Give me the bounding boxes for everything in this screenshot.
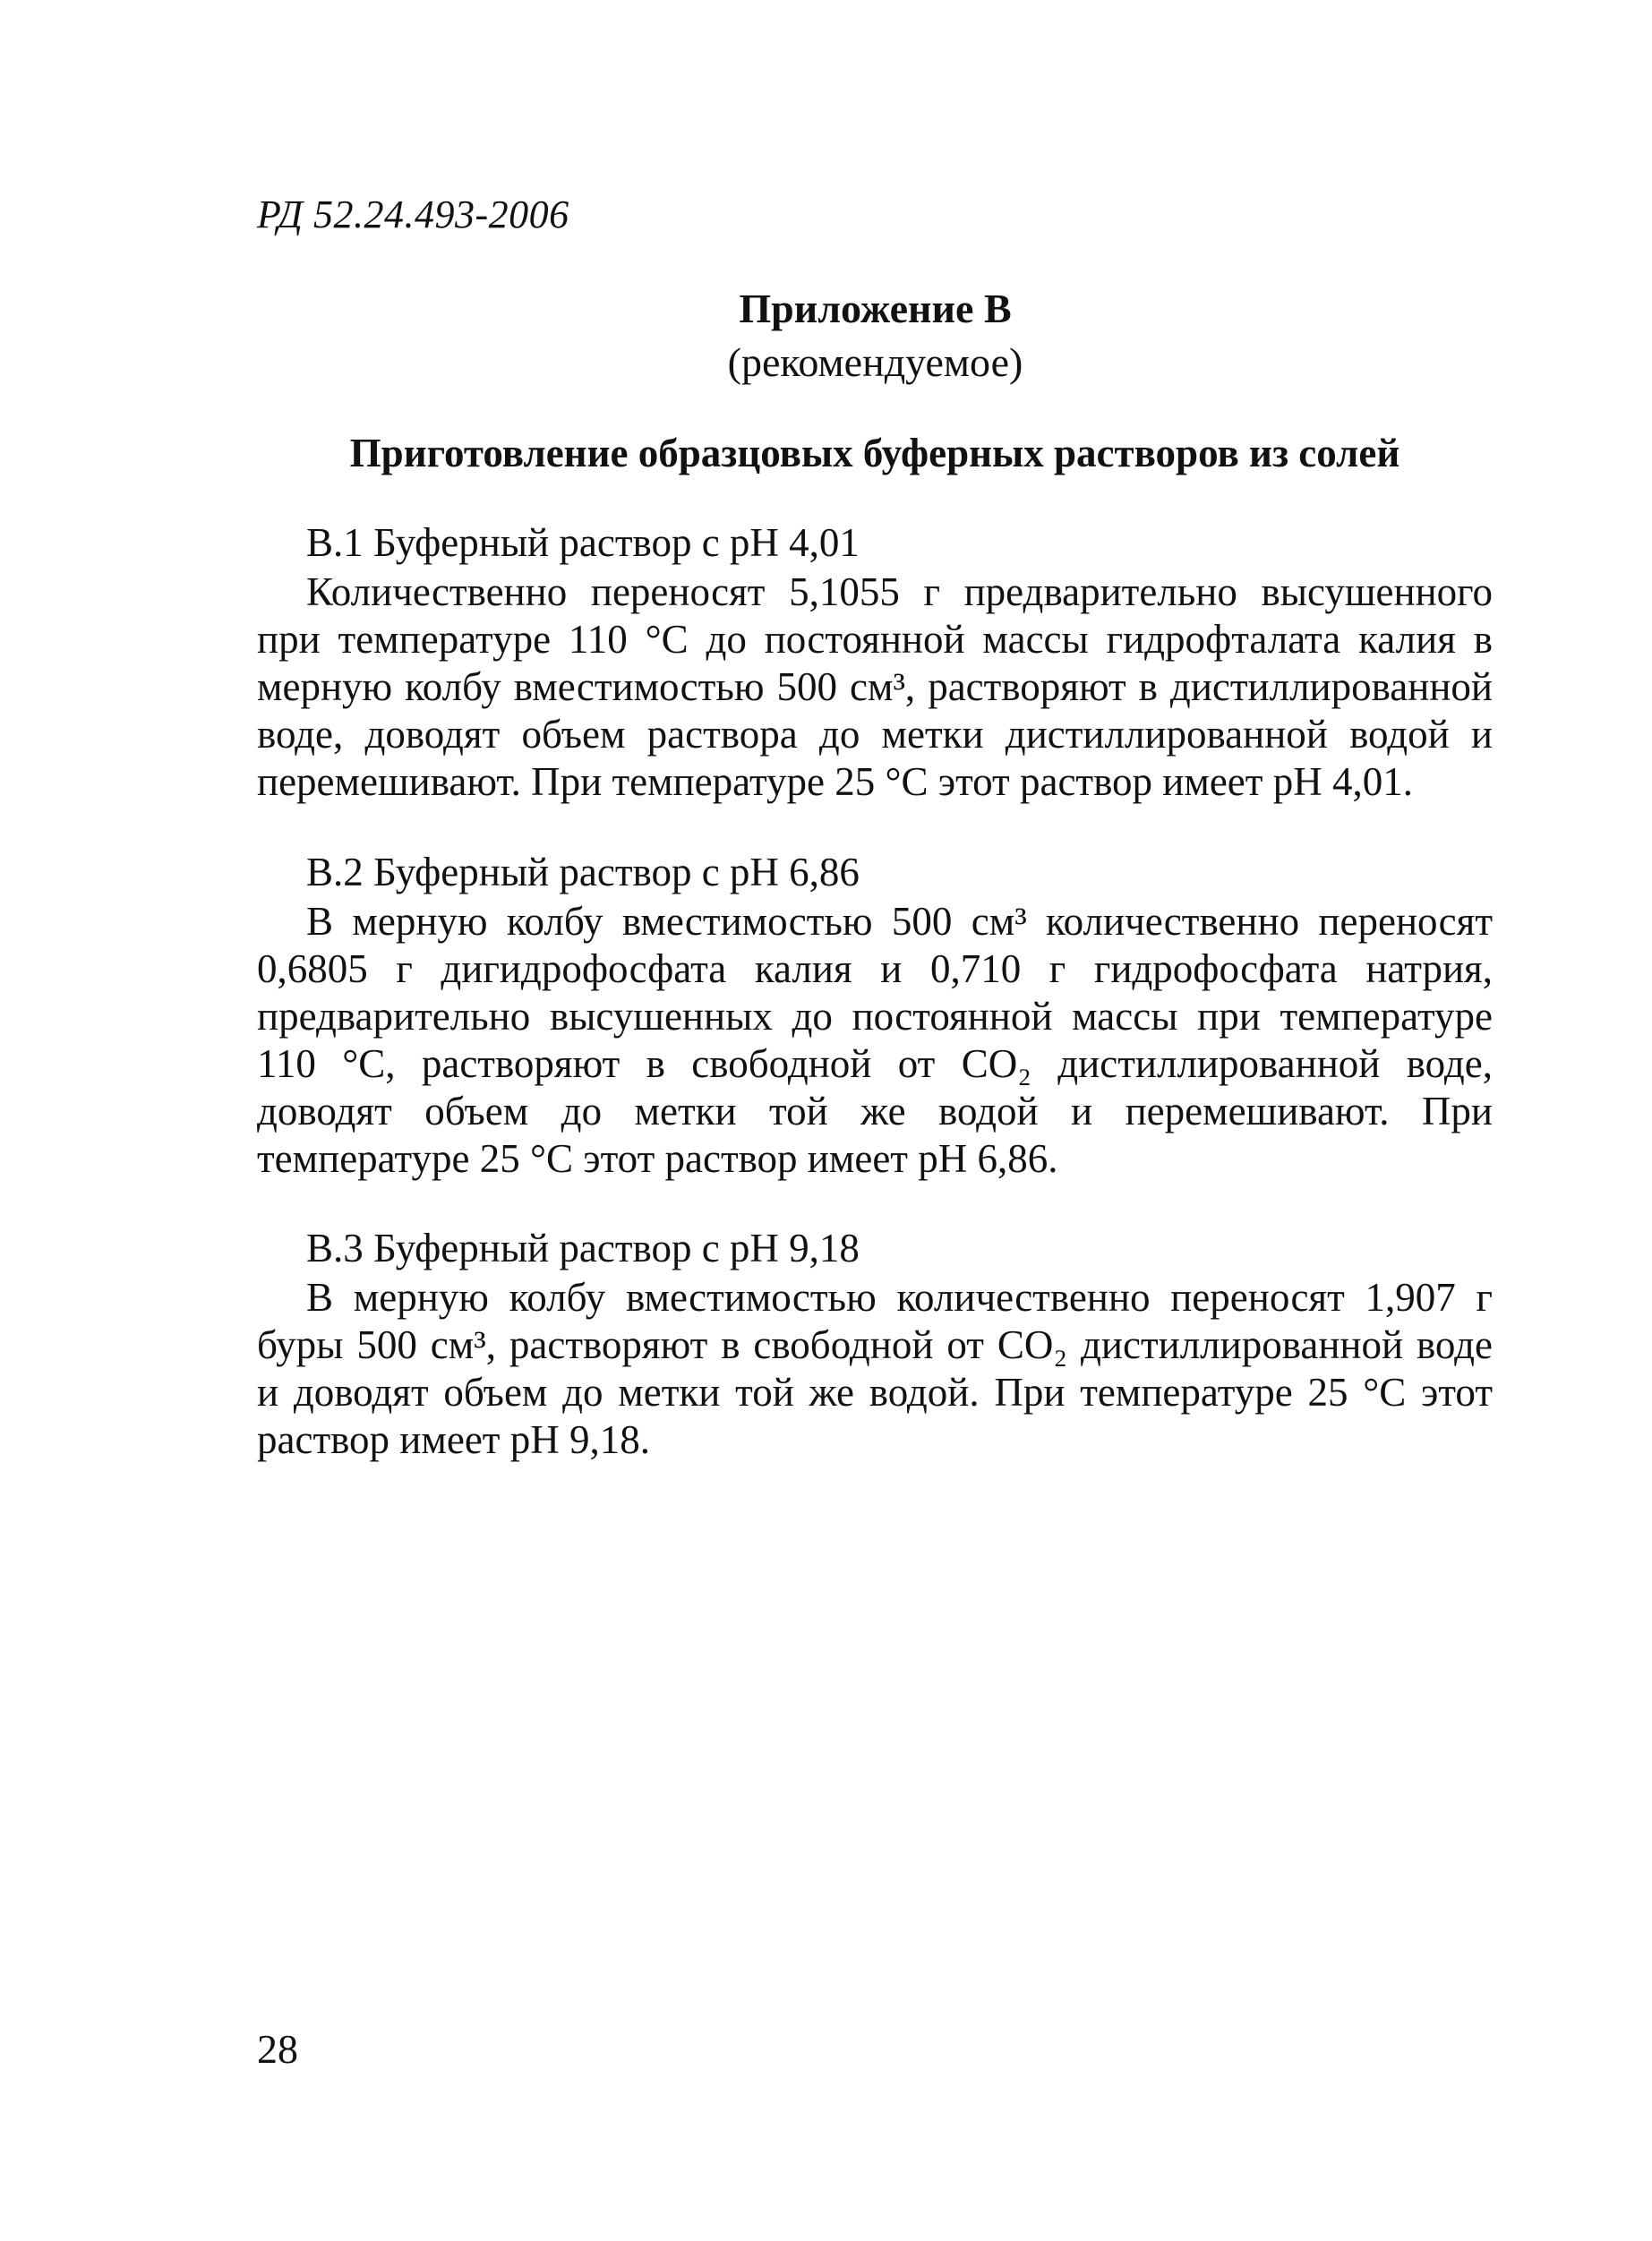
section-body: В мерную колбу вместимостью количественно переносят 1,907 г буры 500 см³, растворяют в свободной от CO₂ дистиллированной воде и доводят объем до метки той же водой. При температуре 25 °С этот раствор имеет pH 9,18. <box>257 1275 1493 1462</box>
section-body: В мерную колбу вместимостью 500 см³ количественно переносят 0,6805 г дигидрофосфата калия и 0,710 г гидрофосфата натрия, предварительно высушенных до постоянной массы при температуре 110 °С, растворяют в свободной от CO₂ дистиллированной воде, доводят объем до метки той же водой и перемешивают. При температуре 25 °С этот раствор имеет pH 6,86. <box>257 899 1493 1181</box>
document-code: РД 52.24.493-2006 <box>257 192 569 236</box>
appendix-title: Приложение В <box>739 286 1012 331</box>
section-title: В.1 Буферный раствор с pH 4,01 <box>306 520 860 565</box>
main-heading: Приготовление образцовых буферных растворов из солей <box>349 431 1400 475</box>
section-b2 <box>257 849 1493 1183</box>
section-title: В.3 Буферный раствор с pH 9,18 <box>306 1226 860 1270</box>
section-b3 <box>257 1225 1493 1464</box>
page-number: 28 <box>257 2026 298 2072</box>
section-body: Количественно переносят 5,1055 г предварительно высушенного при температуре 110 °С до постоянной массы гидрофталата калия в мерную колбу вместимостью 500 см³, растворяют в дистиллированной воде, доводят объем раствора до метки дистиллированной водой и перемешивают. При температуре 25 °С этот раствор имеет pH 4,01. <box>257 569 1493 804</box>
appendix-subtitle: (рекомендуемое) <box>727 339 1023 385</box>
section-b1 <box>257 519 1493 806</box>
section-title: В.2 Буферный раствор с pH 6,86 <box>306 850 860 894</box>
